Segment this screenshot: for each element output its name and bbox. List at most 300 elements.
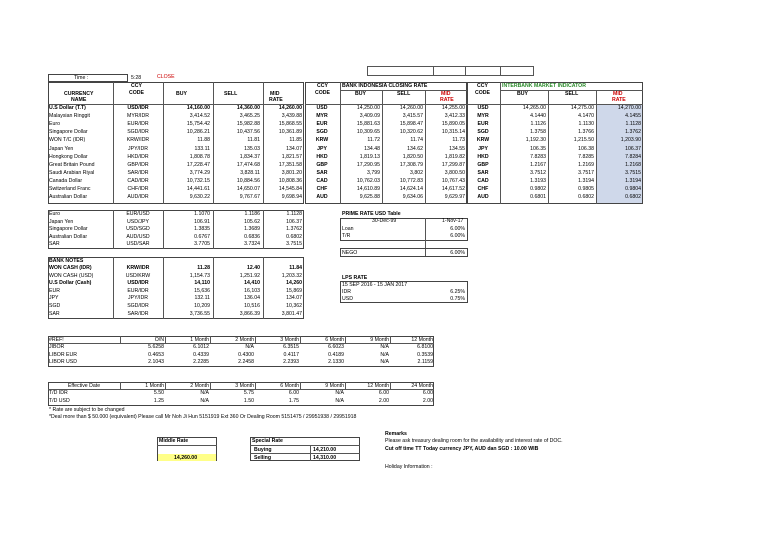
col-buy: BUY <box>176 91 187 97</box>
bi-row-buy: 14,610.89 <box>356 186 380 192</box>
prime-date1: 30-Dec-99 <box>372 218 397 224</box>
bi-mid: MID <box>441 91 451 97</box>
bi-row-mid: 1,819.82 <box>444 153 465 160</box>
banknotes-title: BANK NOTES <box>49 258 84 264</box>
bi-row-sell: 134.62 <box>407 145 423 152</box>
bn-row-buy: 11.28 <box>197 265 210 271</box>
main-row-code: EUR/IDR <box>127 121 149 128</box>
libor-cell: 0.4117 <box>283 351 299 358</box>
main-row-name: Australian Dollar <box>49 194 88 201</box>
ib-row-sell: 0.9805 <box>578 186 594 192</box>
bn-row-code: SAR/IDR <box>127 310 149 317</box>
cross-row-mid: 0.6802 <box>286 233 302 240</box>
ib-row-buy: 1.2167 <box>530 161 546 168</box>
bn-row-code: USD/KRW <box>125 272 151 279</box>
bn-row-buy: 132.11 <box>194 295 210 302</box>
libor-cell: LIBOR EUR <box>49 351 77 358</box>
ib-row-code: SAR <box>477 169 489 176</box>
main-row-sell: 135.03 <box>244 145 260 152</box>
libor-header: 12 Month <box>411 337 433 343</box>
cross-row-name: Australian Dollar <box>49 233 88 240</box>
prime-loan-label: Loan <box>342 226 354 232</box>
cross-row-mid: 106.37 <box>286 218 302 225</box>
effective-header: 1 Month <box>145 383 164 389</box>
cross-row-sell: 1.1186 <box>244 211 260 217</box>
lps-idr-value: 6.25% <box>450 289 465 295</box>
ib-row-sell: 106.38 <box>578 145 594 152</box>
col-currency: CURRENCY <box>64 91 94 97</box>
libor-header: 6 Month <box>325 337 344 343</box>
libor-header: 1 Month <box>190 337 209 343</box>
libor-cell: 6.6023 <box>328 344 344 350</box>
libor-cell: JIBOR <box>49 344 65 350</box>
ib-row-mid: 1.3762 <box>625 129 641 136</box>
ib-row-sell: 4.1470 <box>578 113 594 120</box>
bi-row-code: KRW <box>315 137 329 144</box>
cross-row-code: USD/SGD <box>126 226 150 232</box>
bn-row-mid: 1,203.32 <box>281 272 302 279</box>
libor-cell: 6.8100 <box>417 344 433 350</box>
ib-row-mid: 3.7515 <box>625 169 641 176</box>
main-row-buy: 10,286.21 <box>186 129 210 136</box>
main-row-buy: 14,441.61 <box>186 186 210 192</box>
bi-row-buy: 17,290.95 <box>356 161 380 168</box>
main-row-mid: 134.07 <box>286 145 302 152</box>
cross-row-name: Japan Yen <box>49 218 74 225</box>
bi-row-sell: 1,820.50 <box>402 153 423 160</box>
remarks-title: Remarks <box>385 431 407 437</box>
selling-label: Selling <box>254 455 272 461</box>
bi-row-mid: 17,299.87 <box>441 161 465 168</box>
main-row-mid: 1,821.57 <box>281 153 302 160</box>
ib-ccy: CCY <box>477 83 488 89</box>
main-row-code: KRW/IDR <box>126 137 150 144</box>
ib-row-code: AUD <box>477 194 489 201</box>
prime-nego-label: NEGO <box>342 250 358 256</box>
libor-cell: 6.1012 <box>193 344 209 350</box>
bi-row-sell: 3,415.57 <box>402 113 423 120</box>
libor-cell: N/A <box>380 359 389 365</box>
bi-row-buy: 9,625.88 <box>359 194 380 201</box>
lps-period: 15 SEP 2016 - 15 JAN 2017 <box>342 282 408 288</box>
bi-sell: SELL <box>397 91 411 97</box>
cross-row-buy: 1.3835 <box>194 226 210 232</box>
bi-row-sell: 11.74 <box>410 137 423 144</box>
libor-cell: 2.2285 <box>193 359 209 365</box>
main-row-code: MYR/IDR <box>127 113 149 120</box>
bi-row-mid: 3,800.50 <box>444 169 465 176</box>
bi-row-code: AUD <box>316 194 328 201</box>
bi-row-mid: 15,890.05 <box>441 121 465 128</box>
effective-cell: 2.00 <box>422 397 433 404</box>
libor-cell: 0.4339 <box>193 351 209 358</box>
main-row-name: Singapore Dollar <box>49 129 88 136</box>
ib-row-sell: 7.8285 <box>578 153 594 160</box>
main-row-mid: 3,801.20 <box>281 169 302 176</box>
bn-row-mid: 10,362 <box>286 303 302 309</box>
ib-row-buy: 1.3758 <box>530 129 546 136</box>
bi-row-sell: 14,624.14 <box>399 186 423 192</box>
col-ccy: CCY <box>131 83 142 89</box>
col-name: NAME <box>71 97 87 103</box>
bi-row-buy: 134.48 <box>364 145 380 152</box>
effective-cell: 6.00 <box>422 390 433 396</box>
bn-row-sell: 136.04 <box>244 295 260 302</box>
main-row-name: Japan Yen <box>49 145 74 152</box>
main-row-mid: 3,439.88 <box>281 113 302 120</box>
ib-row-buy: 7.8283 <box>530 153 546 160</box>
ib-row-sell: 14,275.00 <box>570 105 594 111</box>
main-row-mid: 14,260.00 <box>278 105 302 111</box>
bi-row-mid: 134.55 <box>449 145 465 152</box>
libor-cell: N/A <box>380 351 389 358</box>
libor-cell: 0.4300 <box>238 351 254 358</box>
effective-cell: N/A <box>335 397 344 404</box>
main-row-buy: 133.11 <box>194 145 210 152</box>
cross-row-name: Singapore Dollar <box>49 226 88 232</box>
main-row-sell: 1,834.37 <box>239 153 260 160</box>
bn-row-name: WON CASH (IDR) <box>49 265 92 271</box>
cross-row-buy: 1.1070 <box>194 211 210 217</box>
ib-row-mid: 1.3194 <box>625 177 641 184</box>
main-row-mid: 14,545.84 <box>278 186 302 192</box>
remarks-line1: Please ask treasury dealing room for the availability and interest rate of DOC. <box>385 438 563 444</box>
ib-row-buy: 4.1440 <box>530 113 546 120</box>
ib-row-sell: 1.1130 <box>578 121 594 128</box>
special-rate-label: Special Rate <box>252 438 283 444</box>
cross-row-mid: 1.3762 <box>286 226 302 232</box>
ib-row-code: JPY <box>478 145 488 152</box>
bi-row-code: SAR <box>316 169 328 176</box>
lps-title: LPS RATE <box>342 275 368 281</box>
effective-header: 2 Month <box>190 383 209 389</box>
note-deal: *Deal more than $ 50.000 (equivalent) Please call Mr Noh Ji Hun 5151919 Ext 360 Or Dealing Room 5151475 / 29951938 / 29951918 <box>49 414 357 420</box>
main-row-sell: 10,884.56 <box>236 177 260 184</box>
bi-ccy: CCY <box>317 83 328 89</box>
remarks-line2: Cut off time TT Today currency JPY, AUD dan SGD : 10.00 WIB <box>385 446 539 452</box>
bn-row-buy: 3,736.55 <box>189 310 210 317</box>
main-row-buy: 10,732.15 <box>186 177 210 184</box>
main-row-mid: 10,808.36 <box>278 177 302 184</box>
cross-row-sell: 3.7324 <box>244 241 260 247</box>
bi-row-mid: 11.73 <box>452 137 465 144</box>
bi-row-code: SGD <box>316 129 328 136</box>
bi-row-sell: 14,260.00 <box>399 105 423 111</box>
effective-cell: T/D USD <box>49 397 70 404</box>
main-row-name: Euro <box>49 121 60 128</box>
main-row-sell: 17,474.68 <box>236 161 260 168</box>
libor-cell: LIBOR USD <box>49 359 77 365</box>
ib-row-buy: 1,192.30 <box>525 137 546 144</box>
libor-header: 3 Month <box>280 337 299 343</box>
bi-buy: BUY <box>355 91 366 97</box>
effective-cell: 5.75 <box>243 390 254 396</box>
bi-row-code: EUR <box>316 121 328 128</box>
main-row-code: GBP/IDR <box>127 161 149 168</box>
main-row-buy: 1,808.78 <box>189 153 210 160</box>
libor-header: O/N <box>154 337 164 343</box>
effective-cell: T/D IDR <box>49 390 68 396</box>
ib-row-mid: 0.9804 <box>625 186 641 192</box>
ib-row-sell: 1.3194 <box>578 177 594 184</box>
prime-loan-value: 6.00% <box>450 226 465 232</box>
effective-cell: 1.50 <box>243 397 254 404</box>
buying-value: 14,210.00 <box>313 447 337 453</box>
cross-row-code: EUR/USD <box>126 211 150 217</box>
ib-row-code: HKD <box>477 153 489 160</box>
col-mid: MID <box>270 91 280 97</box>
holiday-info: Holiday Information : <box>385 464 433 470</box>
ib-row-code: KRW <box>476 137 490 144</box>
bi-row-mid: 10,315.14 <box>441 129 465 136</box>
main-row-buy: 17,228.47 <box>186 161 210 168</box>
libor-cell: 2.2458 <box>238 359 254 365</box>
effective-cell: 6.00 <box>378 390 389 396</box>
bn-row-mid: 14,260 <box>286 280 302 287</box>
close-label: CLOSE <box>157 74 175 80</box>
main-row-sell: 14,360.00 <box>236 105 260 111</box>
bn-row-code: KRW/IDR <box>126 265 150 271</box>
bi-row-code: GBP <box>316 161 328 168</box>
cross-row-code: AUD/USD <box>126 233 150 240</box>
main-row-buy: 9,630.22 <box>189 194 210 201</box>
ib-row-buy: 3.7512 <box>530 169 546 176</box>
bn-row-sell: 12.40 <box>247 265 260 271</box>
libor-cell: 5.6258 <box>148 344 164 350</box>
bi-row-sell: 10,320.62 <box>399 129 423 136</box>
bi-row-buy: 1,819.13 <box>359 153 380 160</box>
main-row-code: USD/IDR <box>127 105 149 111</box>
ib-buy: BUY <box>517 91 528 97</box>
bn-row-code: USD/IDR <box>127 280 149 287</box>
main-row-code: SAR/IDR <box>127 169 149 176</box>
bn-row-buy: 14,110 <box>194 280 210 287</box>
bi-row-buy: 15,881.63 <box>356 121 380 128</box>
ib-row-sell: 0.6802 <box>578 194 594 201</box>
bn-row-buy: 10,209 <box>194 303 210 309</box>
main-row-mid: 11.85 <box>289 137 302 144</box>
col-sell: SELL <box>224 91 238 97</box>
ib-row-mid: 1.2168 <box>625 161 641 168</box>
top-grid <box>367 66 534 76</box>
cross-row-buy: 0.6767 <box>194 233 210 240</box>
cross-row-sell: 0.6836 <box>244 233 260 240</box>
libor-cell: 6.3515 <box>283 344 299 350</box>
bi-rate: RATE <box>440 97 454 103</box>
ib-row-code: SGD <box>477 129 489 136</box>
ib-code: CODE <box>475 90 490 96</box>
ib-row-buy: 0.6801 <box>530 194 546 201</box>
ib-row-sell: 1.3766 <box>578 129 594 136</box>
bn-row-mid: 15,869 <box>286 287 302 294</box>
ib-row-mid: 1.1128 <box>625 121 641 128</box>
lps-usd-value: 0.75% <box>450 296 465 302</box>
bi-row-buy: 11.72 <box>367 137 380 144</box>
main-row-code: CHF/IDR <box>127 186 149 192</box>
bn-row-mid: 11.84 <box>289 265 302 271</box>
main-row-name: Malaysian Ringgit <box>49 113 90 120</box>
main-row-buy: 15,754.42 <box>186 121 210 128</box>
main-row-name: Switzerland Franc <box>49 186 91 192</box>
bn-row-sell: 10,516 <box>244 303 260 309</box>
bi-row-sell: 10,772.83 <box>399 177 423 184</box>
bi-row-code: USD <box>316 105 328 111</box>
bi-code: CODE <box>315 90 330 96</box>
bi-row-mid: 10,767.43 <box>441 177 465 184</box>
main-row-name: Saudi Arabian Riyal <box>49 169 95 176</box>
bn-row-sell: 3,866.39 <box>239 310 260 317</box>
cross-row-buy: 106.91 <box>194 218 210 225</box>
ib-title: INTERBANK MARKET INDICATOR <box>502 83 586 89</box>
prime-date2: 1-Nov-17 <box>442 218 464 224</box>
main-row-sell: 9,767.67 <box>239 194 260 201</box>
libor-cell: N/A <box>380 344 389 350</box>
bi-row-buy: 10,762.03 <box>356 177 380 184</box>
libor-header: 2 Month <box>235 337 254 343</box>
main-row-code: AUD/IDR <box>127 194 149 201</box>
ib-row-mid: 4.1455 <box>625 113 641 120</box>
bi-row-code: HKD <box>316 153 328 160</box>
bi-row-mid: 3,412.33 <box>444 113 465 120</box>
main-row-name: Great Britain Pound <box>49 161 95 168</box>
bn-row-name: WON CASH (USD) <box>49 272 94 279</box>
effective-cell: 1.75 <box>288 397 299 404</box>
ib-row-mid: 14,270.00 <box>617 105 641 111</box>
bn-row-sell: 1,251.92 <box>239 272 260 279</box>
ib-row-sell: 3.7517 <box>578 169 594 176</box>
bi-row-mid: 14,617.52 <box>441 186 465 192</box>
ib-row-sell: 1.2169 <box>578 161 594 168</box>
effective-header: 24 Month <box>411 383 433 389</box>
bi-row-mid: 9,629.97 <box>444 194 465 201</box>
bn-row-buy: 15,636 <box>194 287 210 294</box>
ib-row-buy: 1.1126 <box>530 121 546 128</box>
cross-row-name: SAR <box>49 241 60 247</box>
effective-cell: N/A <box>200 397 209 404</box>
effective-header: 12 Month <box>367 383 389 389</box>
ib-row-code: CHF <box>477 186 489 192</box>
effective-cell: 6.00 <box>288 390 299 396</box>
bi-row-sell: 9,634.06 <box>402 194 423 201</box>
ib-row-code: EUR <box>477 121 489 128</box>
col-code: CODE <box>129 90 144 96</box>
prime-nego-value: 6.00% <box>450 250 465 256</box>
effective-cell: 1.25 <box>153 397 164 404</box>
prime-title: PRIME RATE USD Table <box>342 211 401 217</box>
time-label: Time : <box>74 75 89 81</box>
cross-row-name: Euro <box>49 211 60 217</box>
main-row-buy: 3,414.52 <box>189 113 210 120</box>
main-row-buy: 14,160.00 <box>186 105 210 111</box>
libor-cell: 2.2393 <box>283 359 299 365</box>
ib-row-buy: 1.3193 <box>530 177 546 184</box>
bi-row-buy: 14,250.00 <box>356 105 380 111</box>
main-row-code: HKD/IDR <box>127 153 149 160</box>
main-row-mid: 15,868.55 <box>278 121 302 128</box>
cross-row-mid: 1.1128 <box>286 211 302 217</box>
libor-cell: 2.1159 <box>417 359 433 365</box>
cross-row-code: USD/JPY <box>127 218 149 225</box>
middle-rate-label: Middle Rate <box>159 438 189 444</box>
effective-header: 9 Month <box>325 383 344 389</box>
main-row-sell: 15,982.88 <box>236 121 260 128</box>
ib-row-mid: 0.6802 <box>625 194 641 201</box>
ib-rate: RATE <box>612 97 626 103</box>
main-row-buy: 11.88 <box>197 137 210 144</box>
main-row-sell: 3,465.25 <box>239 113 260 120</box>
bn-row-code: JPY/IDR <box>128 295 148 302</box>
bn-row-sell: 16,103 <box>244 287 260 294</box>
bi-row-code: MYR <box>316 113 328 120</box>
prime-tr-label: T/R <box>342 233 351 239</box>
bi-row-mid: 14,255.00 <box>441 105 465 111</box>
ib-row-buy: 14,265.00 <box>522 105 546 111</box>
middle-rate-value: 14,260.00 <box>174 455 198 461</box>
main-row-code: SGD/IDR <box>127 129 149 136</box>
bn-row-mid: 3,801.47 <box>281 310 302 317</box>
cross-row-sell: 1.3689 <box>244 226 260 232</box>
main-row-code: CAD/IDR <box>127 177 149 184</box>
bi-row-sell: 3,802 <box>410 169 423 176</box>
libor-header: 9 Month <box>370 337 389 343</box>
main-row-name: Hongkong Dollar <box>49 153 88 160</box>
ib-mid: MID <box>613 91 623 97</box>
col-rate: RATE <box>269 97 283 103</box>
selling-value: 14,310.00 <box>313 455 337 461</box>
buying-label: Buying <box>254 447 272 453</box>
bn-row-name: SGD <box>49 303 61 309</box>
ib-row-buy: 106.35 <box>530 145 546 152</box>
bi-row-sell: 17,308.79 <box>399 161 423 168</box>
note-rate: * Rate are subject to be changed <box>49 407 125 413</box>
effective-cell: 2.00 <box>378 397 389 404</box>
main-row-mid: 17,351.58 <box>278 161 302 168</box>
effective-header: 6 Month <box>280 383 299 389</box>
bi-row-code: CHF <box>316 186 328 192</box>
main-row-mid: 9,698.94 <box>281 194 302 201</box>
ib-row-mid: 1,203.90 <box>620 137 641 144</box>
main-row-mid: 10,361.89 <box>278 129 302 136</box>
ib-row-code: CAD <box>477 177 489 184</box>
ib-row-code: MYR <box>477 113 489 120</box>
main-row-code: JPY/IDR <box>128 145 148 152</box>
bn-row-code: EUR/IDR <box>127 287 149 294</box>
libor-cell: 2.1043 <box>148 359 164 365</box>
main-row-sell: 14,650.07 <box>236 186 260 192</box>
cross-row-mid: 3.7515 <box>286 241 302 247</box>
bn-row-name: U.S Dollar (Cash) <box>49 280 92 287</box>
bi-row-buy: 10,309.65 <box>356 129 380 136</box>
main-row-buy: 3,774.29 <box>189 169 210 176</box>
bi-row-sell: 15,898.47 <box>399 121 423 128</box>
libor-cell: 0.4189 <box>328 351 344 358</box>
main-row-name: WON T/C (IDR) <box>49 137 86 144</box>
bi-row-code: JPY <box>317 145 327 152</box>
ib-row-mid: 7.8284 <box>625 153 641 160</box>
ib-sell: SELL <box>565 91 579 97</box>
bn-row-sell: 14,410 <box>244 280 260 287</box>
libor-cell: 2.1330 <box>328 359 344 365</box>
bn-row-mid: 134.07 <box>286 295 302 302</box>
lps-usd-label: USD <box>342 296 353 302</box>
bi-row-buy: 3,409.09 <box>359 113 380 120</box>
libor-cell: N/A <box>245 344 254 350</box>
bn-row-name: JPY <box>49 295 59 302</box>
bn-row-name: SAR <box>49 310 60 317</box>
prime-tr-value: 6.00% <box>450 233 465 239</box>
lps-idr-label: IDR <box>342 289 351 295</box>
bi-title: BANK INDONESIA CLOSING RATE <box>342 83 428 89</box>
